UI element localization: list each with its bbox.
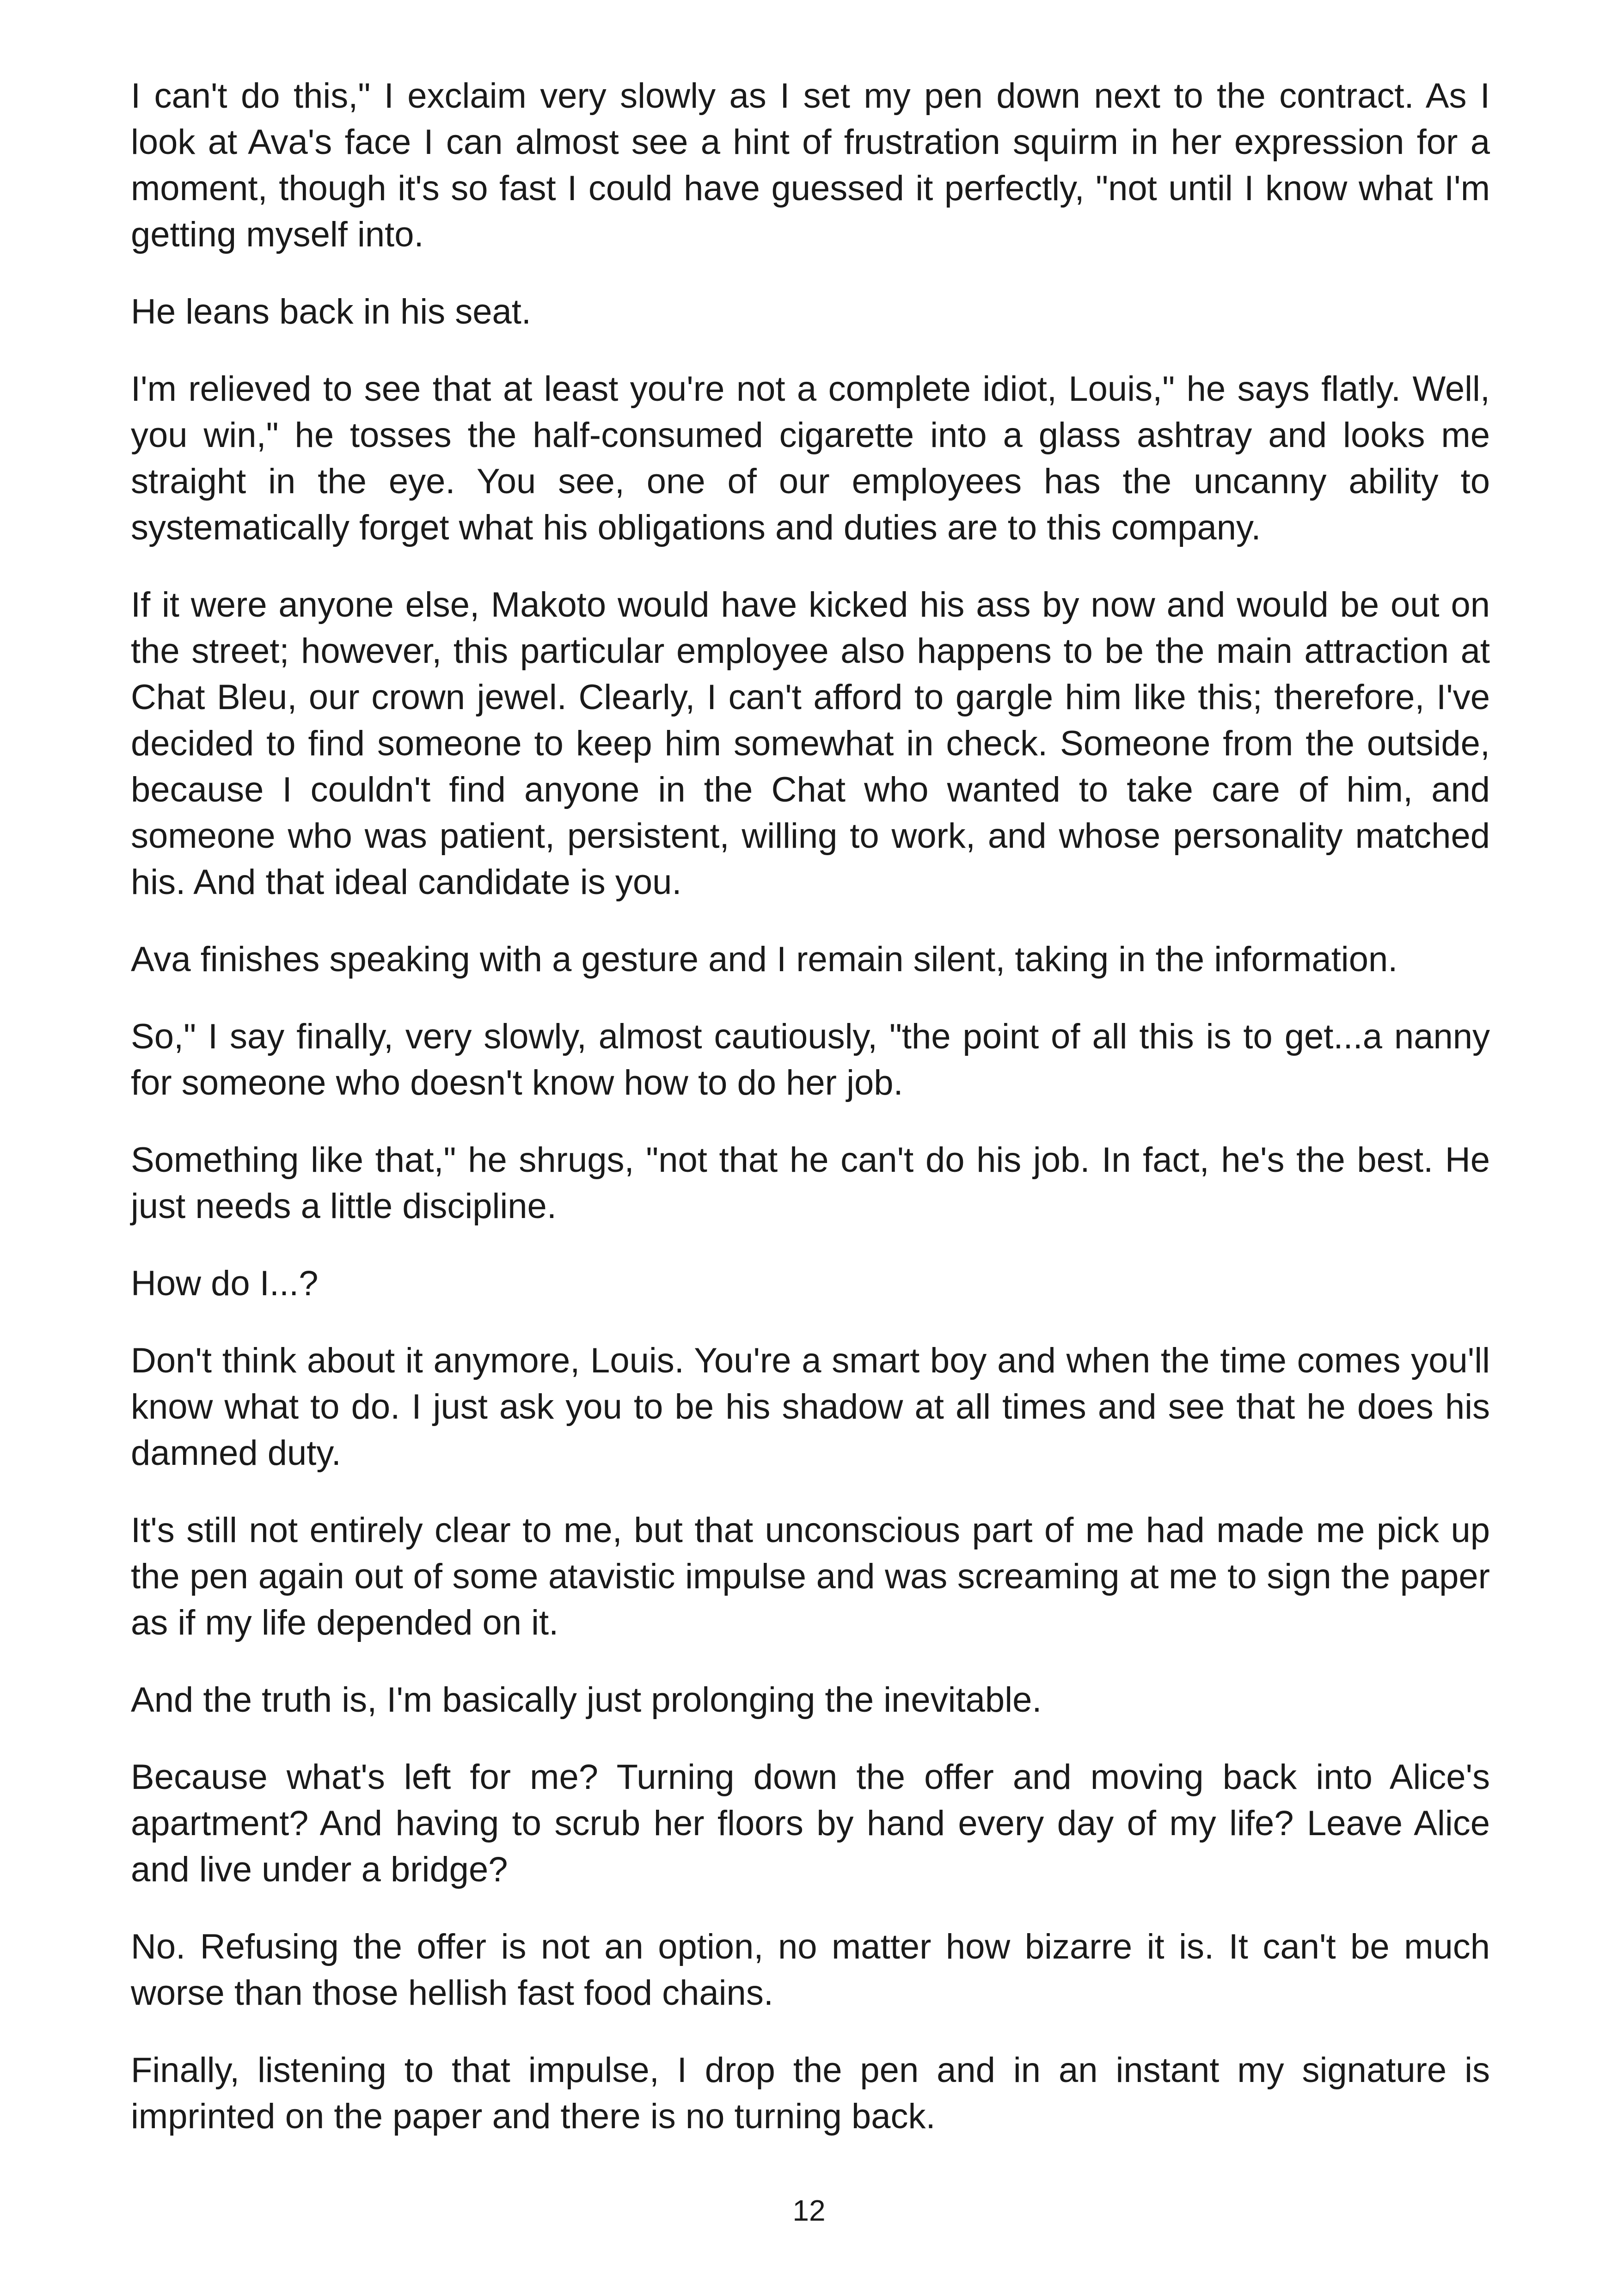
paragraph: It's still not entirely clear to me, but that unconscious part of me had made me pick up the pen again out of some atavistic impulse and was screaming at me to sign the paper as if my life depended on it.	[131, 1511, 1490, 1642]
paragraph: I'm relieved to see that at least you're not a complete idiot, Louis," he says flatly. Well, you win," he tosses the half-consumed cigarette into a glass ashtray and looks me straight in the eye. You see, one of our employees has the uncanny ability to systematically forget what his obligations and duties are to this company.	[131, 369, 1490, 547]
paragraph: Ava finishes speaking with a gesture and I remain silent, taking in the information.	[131, 940, 1398, 979]
paragraph: Because what's left for me? Turning down the offer and moving back into Alice's apartment? And having to scrub her floors by hand every day of my life? Leave Alice and live under a bridge?	[131, 1757, 1490, 1889]
paragraph: If it were anyone else, Makoto would have kicked his ass by now and would be out on the street; however, this particular employee also happens to be the main attraction at Chat Bleu, our crown jewel. Clearly, I can't afford to gargle him like this; therefore, I've decided to find someone to keep him somewhat in check. Someone from the outside, because I couldn't find anyone in the Chat who wanted to take care of him, and someone who was patient, persistent, willing to work, and whose personality matched his. And that ideal candidate is you.	[131, 585, 1490, 902]
page-number: 12	[792, 2194, 826, 2227]
paragraph: Don't think about it anymore, Louis. You're a smart boy and when the time comes you'll know what to do. I just ask you to be his shadow at all times and see that he does his damned duty.	[131, 1341, 1490, 1473]
paragraph: How do I...?	[131, 1264, 319, 1303]
paragraph: I can't do this," I exclaim very slowly as I set my pen down next to the contract. As I look at Ava's face I can almost see a hint of frustration squirm in her expression for a moment, though it's so fast I could have guessed it perfectly, "not until I know what I'm getting myself into.	[131, 76, 1490, 254]
paragraph: Something like that," he shrugs, "not that he can't do his job. In fact, he's the best. He just needs a little discipline.	[131, 1140, 1490, 1226]
paragraph: He leans back in his seat.	[131, 292, 532, 331]
body-text	[131, 73, 1490, 2140]
paragraph: So," I say finally, very slowly, almost cautiously, "the point of all this is to get...a nanny for someone who doesn't know how to do her job.	[131, 1017, 1490, 1102]
paragraph: And the truth is, I'm basically just prolonging the inevitable.	[131, 1680, 1042, 1720]
paragraph: Finally, listening to that impulse, I drop the pen and in an instant my signature is imprinted on the paper and there is no turning back.	[131, 2051, 1490, 2136]
paragraph: No. Refusing the offer is not an option, no matter how bizarre it is. It can't be much worse than those hellish fast food chains.	[131, 1927, 1490, 2013]
